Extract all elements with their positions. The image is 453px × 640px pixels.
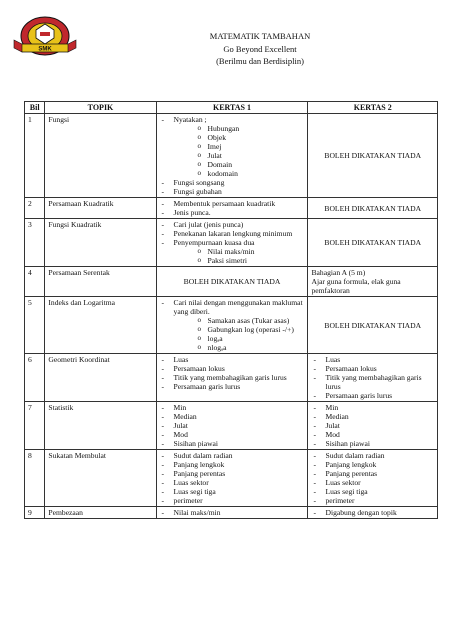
document-motto: (Berilmu dan Berdisiplin) (216, 56, 304, 66)
sub-list-item: o Samakan asas (Tukar asas) (174, 316, 305, 325)
cell-bil: 5 (25, 297, 45, 354)
cell-kertas1 (156, 450, 308, 507)
cell-kertas2: BOLEH DIKATAKAN TIADA (308, 219, 438, 267)
cell-kertas2 (308, 402, 438, 450)
table-body (25, 114, 438, 519)
list-item (160, 298, 305, 352)
list-item (160, 115, 305, 178)
topic-table (24, 101, 438, 519)
header-kertas2: KERTAS 2 (308, 102, 438, 114)
table-row (25, 198, 438, 219)
list-item-text: Mod (325, 430, 340, 439)
list-item (311, 430, 434, 439)
list-item (160, 478, 305, 487)
list-item (160, 496, 305, 505)
list-item-text: Persamaan lokus (325, 364, 377, 373)
list-item-text: Persamaan garis lurus (173, 382, 241, 391)
list-item-text: Penyempurnaan kuasa dua (173, 238, 255, 247)
list-item (160, 355, 305, 364)
list-item (160, 487, 305, 496)
list-item (160, 373, 305, 382)
document-subtitle: Go Beyond Excellent (223, 43, 297, 54)
cell-kertas2: BOLEH DIKATAKAN TIADA (308, 114, 438, 198)
cell-kertas2 (308, 354, 438, 402)
list-item-text: Penekanan lakaran lengkung minimum (173, 229, 293, 238)
sub-list-item: o logₐa (174, 334, 305, 343)
table-row (25, 267, 438, 297)
header-kertas1: KERTAS 1 (156, 102, 308, 114)
list-item (160, 187, 305, 196)
bullet-list (160, 355, 305, 391)
list-item-text: Jenis punca. (173, 208, 211, 217)
bullet-list (311, 508, 434, 517)
list-item-text: Titik yang membahagikan garis lurus (173, 373, 287, 382)
list-item-text: Persamaan lokus (173, 364, 225, 373)
sub-list-item: o Julat (174, 151, 305, 160)
crest-banner-text: SMK (38, 46, 52, 53)
list-item-text: Luas segi tiga (173, 487, 216, 496)
sub-list-item: o Hubungan (174, 124, 305, 133)
list-item-text: Luas (173, 355, 189, 364)
cell-kertas2 (308, 267, 438, 297)
sub-list (174, 316, 305, 352)
cell-kertas1 (156, 114, 308, 198)
list-item-text: Sudut dalam radian (325, 451, 385, 460)
document-header (150, 30, 370, 68)
sub-list-item: o nlogₐa (174, 343, 305, 352)
cell-bil: 8 (25, 450, 45, 507)
sub-list-item: o kodomain (174, 169, 305, 178)
cell-bil: 4 (25, 267, 45, 297)
list-item-text: Persamaan garis lurus (325, 391, 393, 400)
cell-bil: 7 (25, 402, 45, 450)
table-row (25, 354, 438, 402)
sub-list-item: o Paksi simetri (174, 256, 305, 265)
table-header-row (25, 102, 438, 114)
sub-list-item: o Gabungkan log (operasi -/+) (174, 325, 305, 334)
list-item (160, 508, 305, 517)
sub-list-item: o Nilai maks/min (174, 247, 305, 256)
list-item (160, 382, 305, 391)
list-item-text: Cari nilai dengan menggunakan maklumat yang diberi. (173, 298, 303, 316)
list-item-text: Fungsi songsang (173, 178, 225, 187)
list-item (160, 469, 305, 478)
list-item-text: Panjang perentas (325, 469, 378, 478)
list-item-text: perimeter (173, 496, 203, 505)
cell-topik: Statistik (45, 402, 156, 450)
cell-kertas1 (156, 219, 308, 267)
bullet-list (160, 451, 305, 505)
list-item-text: Luas sektor (325, 478, 361, 487)
cell-kertas1 (156, 402, 308, 450)
sub-list-item: o Imej (174, 142, 305, 151)
cell-kertas2: BOLEH DIKATAKAN TIADA (308, 297, 438, 354)
sub-list (174, 124, 305, 178)
list-item (160, 364, 305, 373)
header-topik: TOPIK (45, 102, 156, 114)
list-item-text: Panjang perentas (173, 469, 226, 478)
cell-bil: 6 (25, 354, 45, 402)
cell-kertas2 (308, 507, 438, 519)
cell-kertas1 (156, 507, 308, 519)
list-item-text: Fungsi gubahan (173, 187, 222, 196)
list-item (311, 391, 434, 400)
table-row (25, 114, 438, 198)
list-item-text: Min (173, 403, 187, 412)
sub-list (174, 247, 305, 265)
list-item (160, 439, 305, 448)
list-item (160, 220, 305, 229)
list-item (311, 403, 434, 412)
list-item (160, 238, 305, 265)
cell-kertas1: BOLEH DIKATAKAN TIADA (156, 267, 308, 297)
list-item-text: Nilai maks/min (173, 508, 221, 517)
list-item (311, 451, 434, 460)
bullet-list (311, 451, 434, 505)
document-title: MATEMATIK TAMBAHAN (209, 31, 311, 41)
list-item-text: Julat (325, 421, 340, 430)
bullet-list (160, 220, 305, 265)
school-crest-logo (12, 14, 78, 62)
list-item (311, 421, 434, 430)
bullet-list (160, 298, 305, 352)
cell-bil: 9 (25, 507, 45, 519)
list-item (160, 403, 305, 412)
list-item-text: Median (325, 412, 349, 421)
list-item-text: Luas segi tiga (325, 487, 368, 496)
list-item (311, 355, 434, 364)
list-item-text: Min (325, 403, 339, 412)
list-item-text: Sisihan piawai (325, 439, 370, 448)
cell-kertas1 (156, 297, 308, 354)
list-item-text: Cari julat (jenis punca) (173, 220, 244, 229)
list-item (311, 364, 434, 373)
table-row (25, 402, 438, 450)
list-item (160, 178, 305, 187)
list-item-text: Luas sektor (173, 478, 209, 487)
list-item (311, 478, 434, 487)
cell-topik: Persamaan Serentak (45, 267, 156, 297)
list-item-text: Luas (325, 355, 341, 364)
list-item-text: Julat (173, 421, 188, 430)
list-item (311, 373, 434, 391)
list-item (311, 439, 434, 448)
cell-kertas2: BOLEH DIKATAKAN TIADA (308, 198, 438, 219)
cell-kertas2 (308, 450, 438, 507)
cell-topik: Indeks dan Logaritma (45, 297, 156, 354)
bullet-list (160, 508, 305, 517)
table-row (25, 507, 438, 519)
list-item (311, 412, 434, 421)
list-item-text: Mod (173, 430, 188, 439)
list-item (160, 229, 305, 238)
table-row (25, 219, 438, 267)
cell-kertas1 (156, 354, 308, 402)
list-item (311, 460, 434, 469)
cell-topik: Persamaan Kuadratik (45, 198, 156, 219)
cell-topik: Fungsi Kuadratik (45, 219, 156, 267)
list-item-text: Digabung dengan topik (325, 508, 397, 517)
list-item-text: Titik yang membahagikan garis lurus (325, 373, 422, 391)
header-bil: Bil (25, 102, 45, 114)
table-row (25, 450, 438, 507)
cell-kertas1 (156, 198, 308, 219)
cell-topik: Geometri Koordinat (45, 354, 156, 402)
cell-topik: Fungsi (45, 114, 156, 198)
cell-bil: 2 (25, 198, 45, 219)
list-item (160, 208, 305, 217)
list-item (311, 496, 434, 505)
cell-topik: Sukatan Membulat (45, 450, 156, 507)
cell-topik: Pembezaan (45, 507, 156, 519)
list-item (160, 412, 305, 421)
cell-bil: 3 (25, 219, 45, 267)
kertas2-line: Ajar guna formula, elak guna pemfaktoran (311, 277, 401, 295)
list-item-text: Sudut dalam radian (173, 451, 233, 460)
sub-list-item: o Domain (174, 160, 305, 169)
cell-bil: 1 (25, 114, 45, 198)
list-item-text: Sisihan piawai (173, 439, 219, 448)
sub-list-item: o Objek (174, 133, 305, 142)
list-item-text: perimeter (325, 496, 355, 505)
list-item (311, 469, 434, 478)
bullet-list (160, 403, 305, 448)
list-item (160, 199, 305, 208)
list-item-text: Membentuk persamaan kuadratik (173, 199, 276, 208)
list-item (160, 430, 305, 439)
bullet-list (160, 115, 305, 196)
bullet-list (311, 355, 434, 400)
list-item (311, 487, 434, 496)
list-item-text: Panjang lengkok (325, 460, 377, 469)
kertas2-line: Bahagian A (5 m) (311, 268, 366, 277)
bullet-list (160, 199, 305, 217)
list-item-text: Nyatakan ; (173, 115, 207, 124)
table-row (25, 297, 438, 354)
list-item-text: Panjang lengkok (173, 460, 225, 469)
list-item (160, 451, 305, 460)
list-item-text: Median (173, 412, 197, 421)
list-item (160, 460, 305, 469)
bullet-list (311, 403, 434, 448)
list-item (160, 421, 305, 430)
list-item (311, 508, 434, 517)
